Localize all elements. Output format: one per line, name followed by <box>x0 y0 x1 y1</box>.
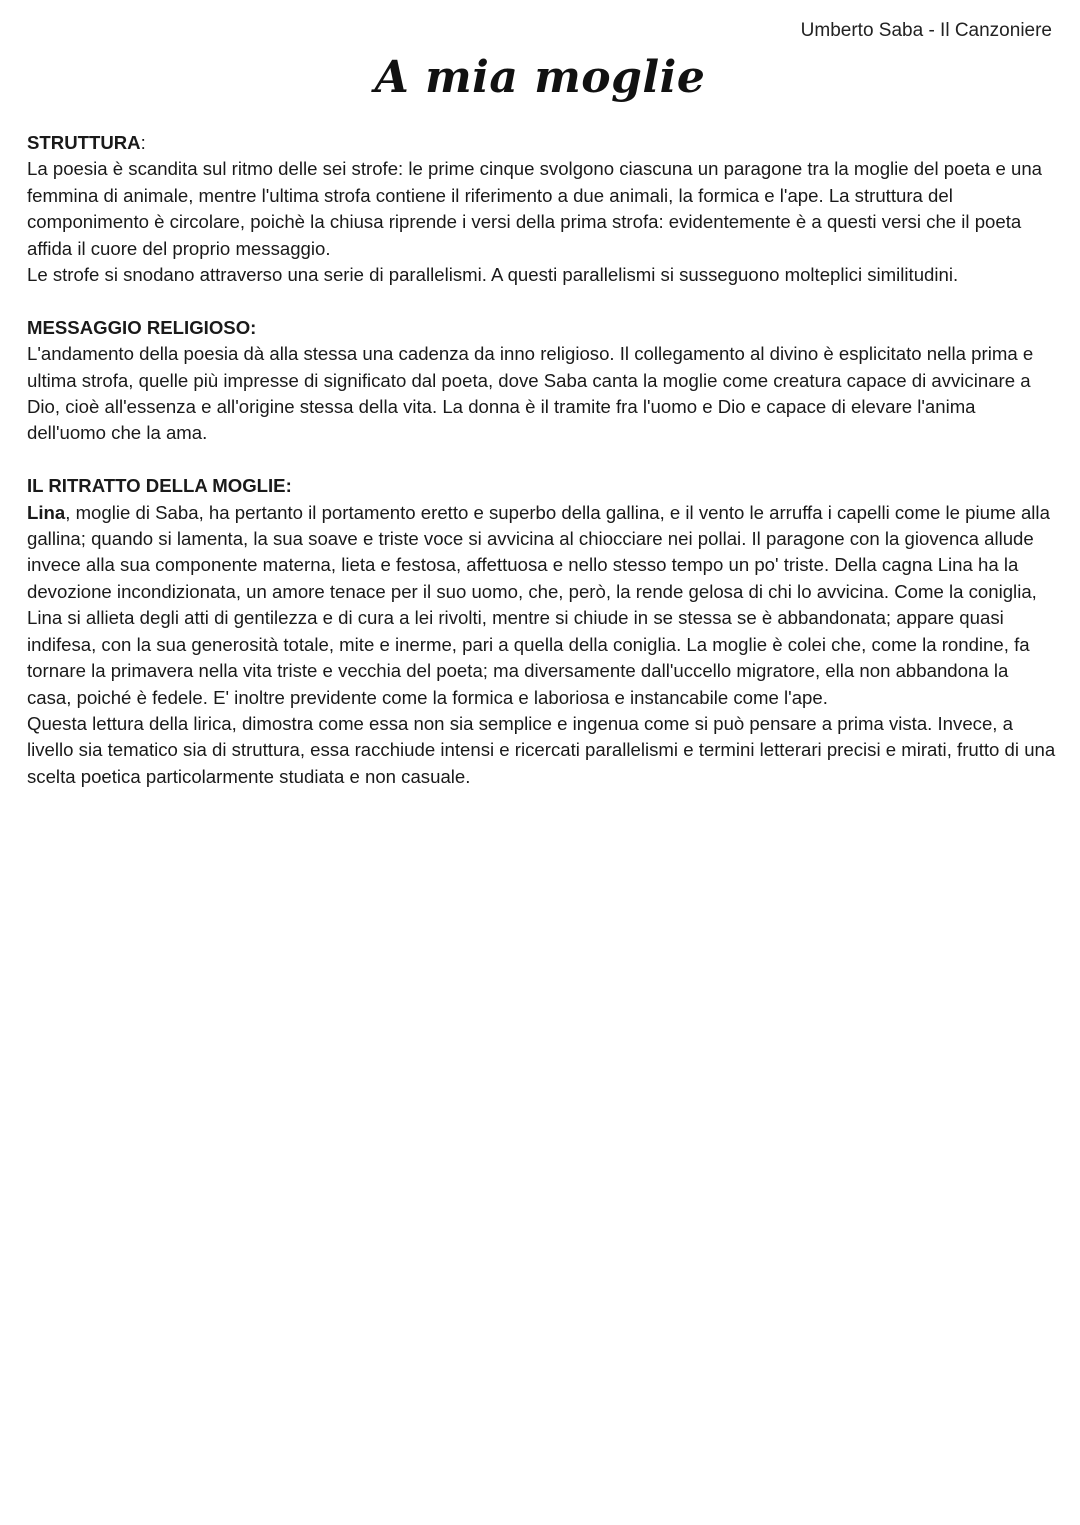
paragraph: L'andamento della poesia dà alla stessa una cadenza da inno religioso. Il collegamento al divino è esplicitato nella prima e ultima strofa, quelle più impresse di significato dal poeta, dove Saba canta la moglie come creatura capace di avvicinare a Dio, cioè all'essenza e all'origine stessa della vita. La donna è il tramite fra l'uomo e Dio e capace di elevare l'anima dell'uomo che la ama. <box>27 343 1034 444</box>
paragraph: Questa lettura della lirica, dimostra come essa non sia semplice e ingenua come si può pensare a prima vista. Invece, a livello sia tematico sia di struttura, essa racchiude intensi e ricercati parallelismi e termini letterari precisi e mirati, frutto di una scelta poetica particolarmente studiata e non casuale. <box>27 712 1056 787</box>
section-heading-struttura <box>27 130 1057 156</box>
section-ritratto-moglie <box>27 473 1057 790</box>
page-title: A mia moglie <box>374 52 706 103</box>
paragraph: Le strofe si snodano attraverso una serie di parallelismi. A questi parallelismi si susseguono molteplici similitudini. <box>27 264 959 286</box>
section-heading-ritratto: IL RITRATTO DELLA MOGLIE: <box>27 475 292 497</box>
paragraph <box>27 500 1057 711</box>
section-messaggio-religioso <box>27 315 1057 447</box>
document-body <box>27 130 1057 817</box>
paragraph-text: , moglie di Saba, ha pertanto il portamento eretto e superbo della gallina, e il vento le arruffa i capelli come le piume alla gallina; quando si lamenta, la sua soave e triste voce si avvicina al chiocciare nei pollai. Il paragone con la giovenca allude invece alla sua componente materna, lieta e festosa, affettuosa e nello stesso tempo un po' triste. Della cagna Lina ha la devozione incondizionata, un amore tenace per il suo uomo, che, però, la rende gelosa di chi lo avvicina. Come la coniglia, Lina si allieta degli atti di gentilezza e di cura a lei rivolti, mentre si chiude in se stessa se è abbandonata; appare quasi indifesa, con la sua generosità totale, mite e inerme, pari a quella della coniglia. La moglie è colei che, come la rondine, fa tornare la primavera nella vita triste e vecchia del poeta; ma diversamente dall'uccello migratore, ella non abbandona la casa, poiché è fedele. E' inoltre previdente come la formica e laboriosa e instancabile come l'ape. <box>27 501 1050 708</box>
heading-colon: : <box>140 132 146 153</box>
lead-word-lina: Lina <box>27 501 66 523</box>
paragraph: La poesia è scandita sul ritmo delle sei strofe: le prime cinque svolgono ciascuna un paragone tra la moglie del poeta e una femmina di animale, mentre l'ultima strofa contiene il riferimento a due animali, la formica e l'ape. La struttura del componimento è circolare, poichè la chiusa riprende i versi della prima strofa: evidentemente è a questi versi che il poeta affida il cuore del proprio messaggio. <box>27 158 1043 259</box>
section-heading-messaggio: MESSAGGIO RELIGIOSO: <box>27 316 257 338</box>
section-struttura <box>27 130 1057 288</box>
running-header: Umberto Saba - Il Canzoniere <box>800 20 1052 41</box>
heading-text: STRUTTURA <box>27 132 141 153</box>
